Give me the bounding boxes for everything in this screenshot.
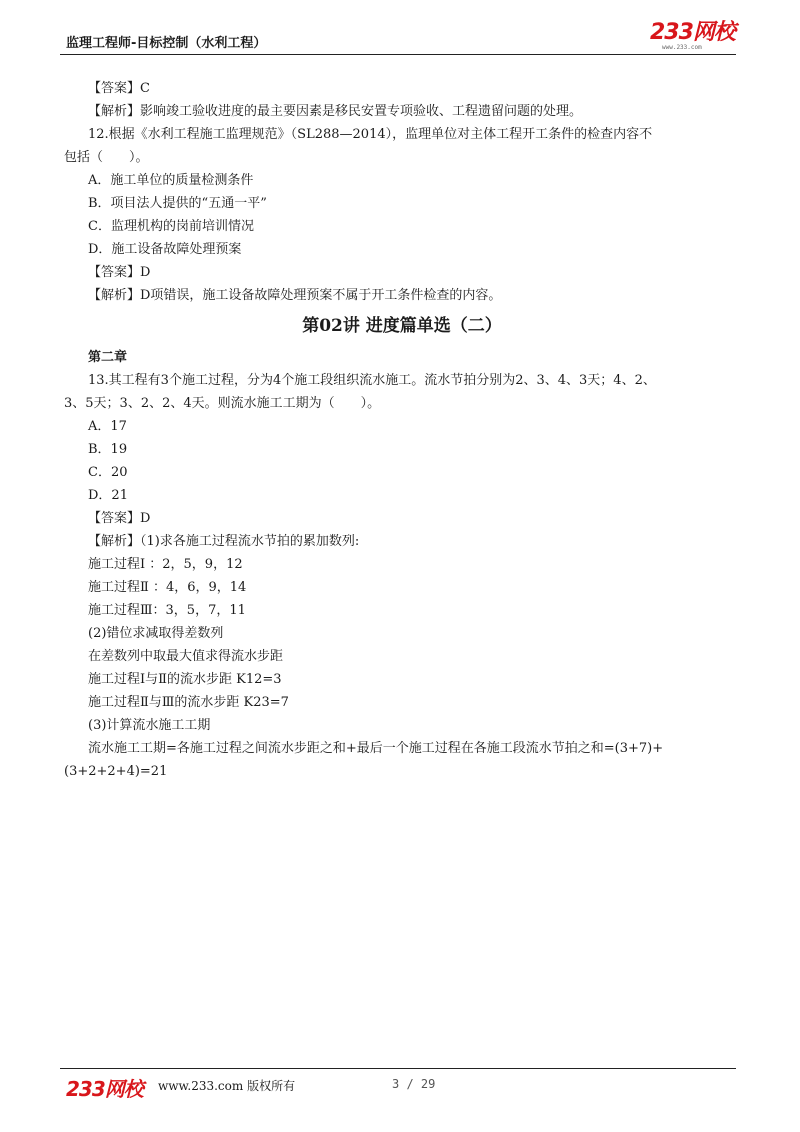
- analysis-detail: 施工过程Ⅲ：3，5，7，11: [88, 603, 246, 618]
- brand-logo-text: 233网校: [650, 20, 735, 45]
- analysis-detail: 在差数列中取最大值求得流水步距: [88, 649, 284, 664]
- header-divider: [60, 54, 736, 55]
- copyright-text: www.233.com 版权所有: [158, 1079, 296, 1093]
- brand-logo: [650, 22, 740, 56]
- analysis-line: 【解析】影响竣工验收进度的最主要因素是移民安置专项验收、工程遗留问题的处理。: [88, 104, 583, 119]
- question-stem: 13.其工程有3个施工过程，分为4个施工段组织流水施工。流水节拍分别为2、3、4、3天；4、2、: [88, 373, 656, 388]
- option-d: D．21: [88, 488, 128, 503]
- analysis-detail: 施工过程Ⅱ与Ⅲ的流水步距 K23=7: [88, 695, 289, 710]
- option-a: A．17: [88, 419, 127, 434]
- brand-logo-url: www.233.com: [662, 44, 702, 51]
- option-c: C．20: [88, 465, 128, 480]
- question-stem-continued: 包括（ ）。: [64, 150, 149, 165]
- option-a: A．施工单位的质量检测条件: [88, 173, 254, 188]
- analysis-detail: (2)错位求减取得差数列: [88, 626, 224, 641]
- answer-line: 【答案】D: [88, 265, 151, 280]
- formula-line: 流水施工工期=各施工过程之间流水步距之和+最后一个施工过程在各施工段流水节拍之和=(3+7)+: [88, 741, 664, 756]
- document-body: [64, 77, 740, 783]
- formula-line-continued: (3+2+2+4)=21: [64, 764, 168, 779]
- footer-logo: 233网校: [66, 1077, 143, 1101]
- document-header-title: 监理工程师-目标控制（水利工程）: [66, 36, 267, 51]
- footer-divider: [60, 1068, 736, 1069]
- question-stem-continued: 3、5天；3、2、2、4天。则流水施工工期为（ ）。: [64, 396, 381, 411]
- section-title: 第02讲 进度篇单选（二）: [302, 316, 502, 336]
- analysis-line: 【解析】（1)求各施工过程流水节拍的累加数列:: [88, 534, 360, 549]
- option-b: B．项目法人提供的“五通一平”: [88, 196, 267, 211]
- page-number: 3 / 29: [392, 1077, 436, 1091]
- answer-line: 【答案】D: [88, 511, 151, 526]
- option-d: D．施工设备故障处理预案: [88, 242, 242, 257]
- option-c: C．监理机构的岗前培训情况: [88, 219, 254, 234]
- answer-line: 【答案】C: [88, 81, 150, 96]
- analysis-detail: 施工过程Ⅱ ：4，6，9，14: [88, 580, 247, 595]
- analysis-line: 【解析】D项错误，施工设备故障处理预案不属于开工条件检查的内容。: [88, 288, 502, 303]
- analysis-detail: 施工过程Ⅰ与Ⅱ的流水步距 K12=3: [88, 672, 282, 687]
- analysis-detail: (3)计算流水施工工期: [88, 718, 211, 733]
- question-stem: 12.根据《水利工程施工监理规范》（SL288—2014），监理单位对主体工程开工条件的检查内容不: [88, 127, 653, 142]
- option-b: B．19: [88, 442, 128, 457]
- analysis-detail: 施工过程Ⅰ ：2，5，9，12: [88, 557, 243, 572]
- chapter-label: 第二章: [88, 350, 128, 365]
